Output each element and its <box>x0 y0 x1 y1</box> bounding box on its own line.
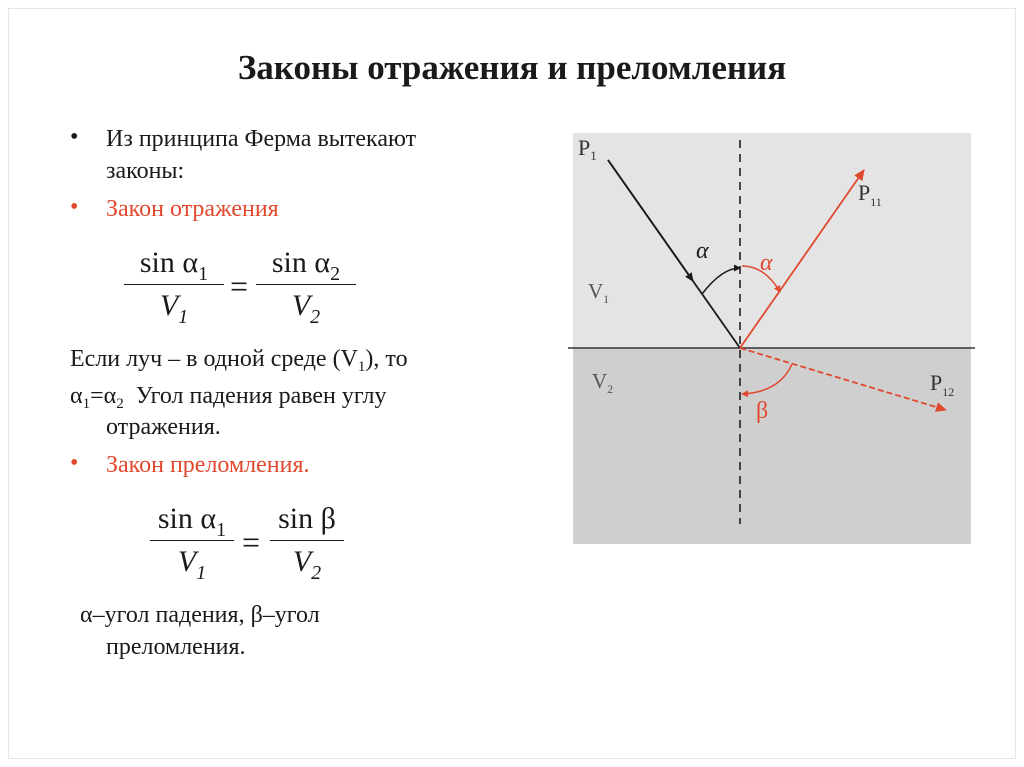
alpha-incident-label: α <box>696 238 709 264</box>
refraction-law-heading: Закон преломления. <box>106 452 310 478</box>
angle-alpha-sub2: 2 <box>116 396 124 412</box>
formula1-num-right: sin α <box>271 246 331 279</box>
single-medium-text-a: Если луч – в одной среде (V <box>70 346 358 372</box>
v2-label: $V_2$ <box>592 369 614 396</box>
alpha-reflected-label: α <box>760 250 773 276</box>
single-medium-sub: 1 <box>357 359 366 375</box>
formula2-num-right: sin β <box>278 502 336 535</box>
p12-label: $P_{12}$ <box>930 370 955 399</box>
reflection-word: отражения. <box>106 414 221 440</box>
formula1-den-left: V <box>159 289 179 322</box>
reflection-law-heading: Закон отражения <box>106 196 279 222</box>
single-medium-text-b: ), то <box>365 346 408 372</box>
formula1-num-left-sub: 1 <box>198 263 209 285</box>
upper-medium <box>573 133 971 348</box>
fermat-text-line2: законы: <box>106 158 185 184</box>
formula2-den-left-sub: 1 <box>196 562 207 584</box>
p11-label: $P_{11}$ <box>858 180 882 209</box>
footnote-line1: α–угол падения, β–угол <box>80 602 320 628</box>
fermat-text-line1: Из принципа Ферма вытекают <box>106 126 417 152</box>
formula2-den-right: V <box>292 545 312 578</box>
slide-title: Законы отражения и преломления <box>237 48 787 87</box>
formula1-num-left: sin α <box>139 246 199 279</box>
formula2-num-left: sin α <box>157 502 217 535</box>
angle-alpha-sub1: 1 <box>82 396 91 412</box>
formula1-den-right-sub: 2 <box>310 306 321 328</box>
p1-label: $P_1$ <box>578 135 597 163</box>
footnote-line2: преломления. <box>106 634 246 660</box>
formula1-num-right-sub: 2 <box>330 263 341 285</box>
beta-refracted-label: β <box>756 398 769 424</box>
bullet-marker: • <box>70 124 79 150</box>
bullet-marker: • <box>70 194 79 220</box>
formula1-equals: = <box>230 268 249 304</box>
formula2-equals: = <box>242 524 261 560</box>
formula2-den-right-sub: 2 <box>311 562 322 584</box>
formula2-num-left-sub: 1 <box>216 519 227 541</box>
angle-alpha: α <box>70 383 83 409</box>
formula1-den-left-sub: 1 <box>178 306 189 328</box>
lower-medium <box>573 348 971 544</box>
formula2-den-left: V <box>177 545 197 578</box>
bullet-marker: • <box>70 450 79 476</box>
angle-equality-text: Угол падения равен углу <box>123 383 387 409</box>
v1-label: $V_1$ <box>588 279 610 306</box>
angle-equals-alpha: =α <box>90 383 117 409</box>
formula1-den-right: V <box>291 289 311 322</box>
